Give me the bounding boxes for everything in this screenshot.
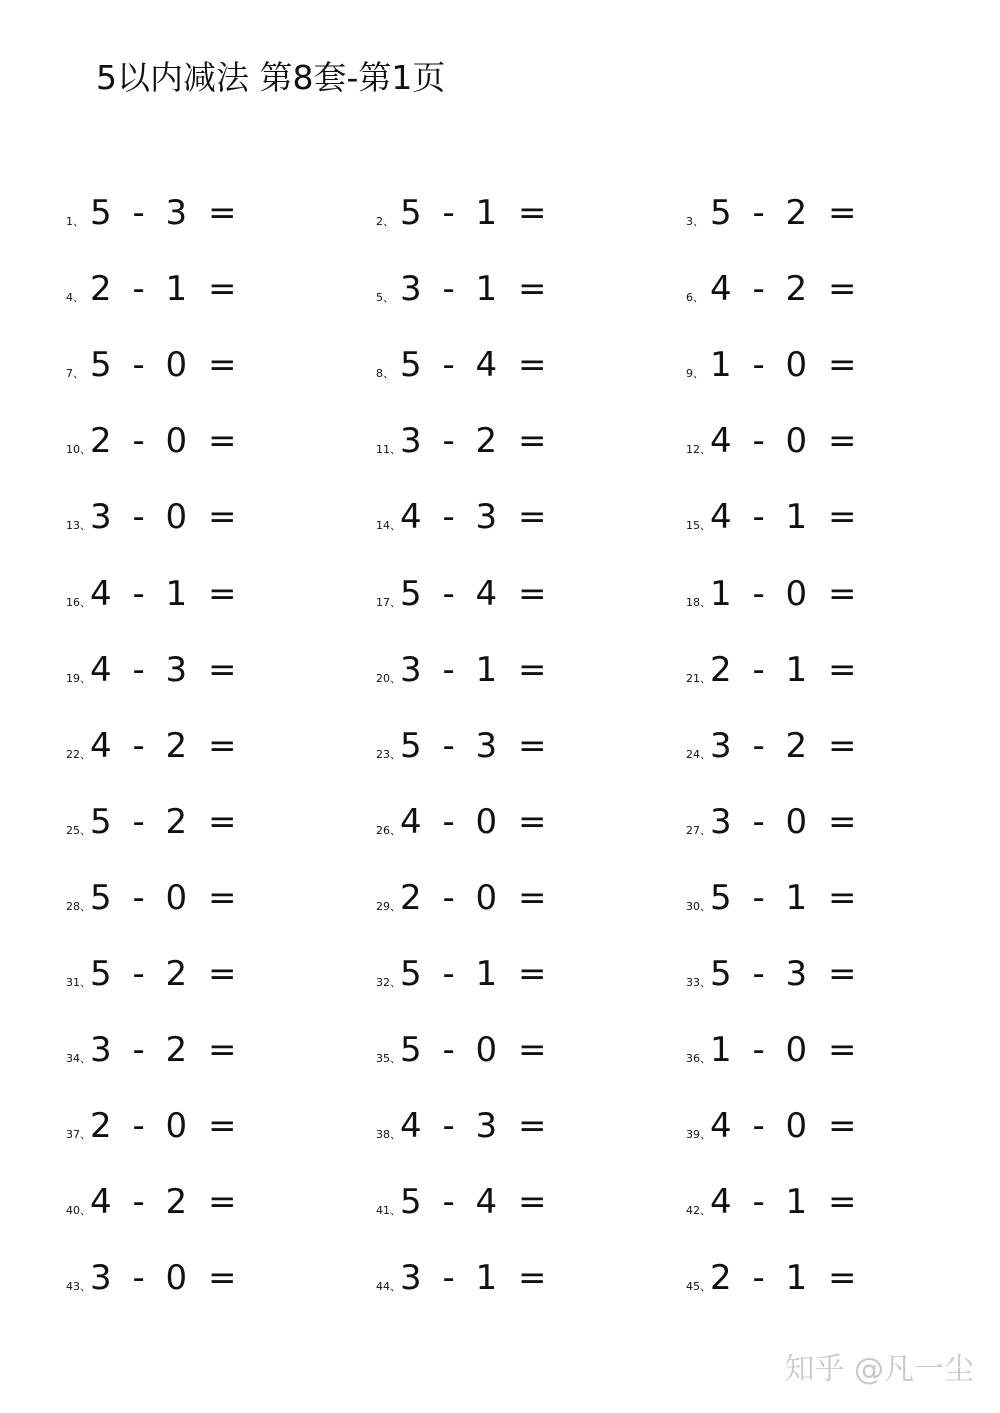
problem-number: 29、	[376, 899, 401, 913]
problem-expression: 2 - 0 =	[90, 1106, 239, 1147]
problem-number: 43、	[66, 1280, 91, 1294]
problem-expression: 4 - 3 =	[400, 1106, 549, 1147]
problem-expression: 2 - 0 =	[90, 421, 239, 462]
problem-expression: 2 - 1 =	[710, 649, 859, 690]
problem-number: 10、	[66, 443, 91, 457]
problem-expression: 1 - 0 =	[710, 1030, 859, 1071]
problem-expression: 5 - 4 =	[400, 1182, 549, 1223]
problem-expression: 5 - 2 =	[90, 954, 239, 994]
problem-number: 14、	[376, 519, 401, 533]
problem-expression: 5 - 3 =	[400, 725, 549, 766]
problem-number: 39、	[686, 1128, 711, 1142]
problem-number: 30、	[686, 899, 711, 913]
problem-expression: 5 - 0 =	[400, 1030, 549, 1071]
problem-number: 24、	[686, 747, 711, 761]
problem-number: 41、	[376, 1204, 401, 1218]
problem-expression: 3 - 0 =	[710, 801, 859, 842]
problem-number: 19、	[66, 671, 91, 685]
problem-number: 32、	[376, 976, 401, 989]
problem-expression: 4 - 1 =	[90, 573, 239, 614]
problem-number: 17、	[376, 595, 401, 609]
problem-number: 20、	[376, 671, 401, 685]
problem-number: 9、	[686, 367, 704, 381]
problem-number: 23、	[376, 747, 401, 761]
problem-expression: 4 - 2 =	[90, 1182, 239, 1223]
problem-expression: 3 - 0 =	[90, 1258, 239, 1299]
problem-expression: 5 - 0 =	[90, 877, 239, 918]
problem-expression: 4 - 2 =	[90, 725, 239, 766]
problem-expression: 4 - 1 =	[710, 1182, 859, 1223]
problem-expression: 5 - 1 =	[400, 193, 549, 233]
problem-expression: 5 - 0 =	[90, 345, 239, 386]
problem-expression: 4 - 3 =	[400, 497, 549, 538]
problem-expression: 5 - 1 =	[710, 877, 859, 918]
problem-number: 27、	[686, 823, 711, 837]
problem-expression: 5 - 2 =	[90, 801, 239, 842]
problem-expression: 4 - 0 =	[710, 1106, 859, 1147]
problem-number: 42、	[686, 1204, 711, 1218]
problem-number: 45、	[686, 1280, 711, 1294]
problem-number: 35、	[376, 1052, 401, 1066]
problem-number: 4、	[66, 291, 84, 305]
problem-number: 7、	[66, 367, 84, 381]
problem-number: 33、	[686, 976, 711, 989]
problem-expression: 3 - 1 =	[400, 649, 549, 690]
problem-expression: 3 - 0 =	[90, 497, 239, 538]
problem-expression: 2 - 1 =	[710, 1258, 859, 1299]
problem-expression: 5 - 2 =	[710, 193, 859, 233]
problem-expression: 5 - 1 =	[400, 954, 549, 994]
problem-number: 25、	[66, 823, 91, 837]
problem-expression: 1 - 0 =	[710, 573, 859, 614]
problem-expression: 3 - 2 =	[90, 1030, 239, 1071]
problem-number: 28、	[66, 899, 91, 913]
problem-number: 11、	[376, 443, 401, 457]
problem-number: 1、	[66, 215, 84, 228]
problem-number: 18、	[686, 595, 711, 609]
problem-expression: 4 - 1 =	[710, 497, 859, 538]
problem-expression: 5 - 4 =	[400, 573, 549, 614]
problem-number: 16、	[66, 595, 91, 609]
problem-expression: 4 - 3 =	[90, 649, 239, 690]
problem-expression: 3 - 1 =	[400, 269, 549, 310]
problem-expression: 4 - 0 =	[710, 421, 859, 462]
problem-number: 34、	[66, 1052, 91, 1066]
problem-number: 15、	[686, 519, 711, 533]
problem-expression: 5 - 4 =	[400, 345, 549, 386]
worksheet-title: 5以内减法 第8套-第1页	[96, 58, 446, 97]
problem-expression: 3 - 2 =	[710, 725, 859, 766]
problem-number: 38、	[376, 1128, 401, 1142]
problem-number: 12、	[686, 443, 711, 457]
problem-number: 5、	[376, 291, 394, 305]
problem-expression: 3 - 2 =	[400, 421, 549, 462]
problem-number: 44、	[376, 1280, 401, 1294]
problem-expression: 4 - 0 =	[400, 801, 549, 842]
problem-number: 36、	[686, 1052, 711, 1066]
problem-number: 40、	[66, 1204, 91, 1218]
problem-number: 26、	[376, 823, 401, 837]
problem-expression: 5 - 3 =	[90, 193, 239, 233]
problem-number: 2、	[376, 215, 394, 228]
problem-number: 6、	[686, 291, 704, 305]
problem-number: 31、	[66, 976, 91, 989]
problem-number: 22、	[66, 747, 91, 761]
problem-number: 3、	[686, 215, 704, 228]
problem-expression: 5 - 3 =	[710, 954, 859, 994]
problem-number: 21、	[686, 671, 711, 685]
problem-number: 13、	[66, 519, 91, 533]
problem-expression: 4 - 2 =	[710, 269, 859, 310]
problem-expression: 3 - 1 =	[400, 1258, 549, 1299]
problem-expression: 2 - 0 =	[400, 877, 549, 918]
problem-number: 8、	[376, 367, 394, 381]
problem-expression: 2 - 1 =	[90, 269, 239, 310]
problem-expression: 1 - 0 =	[710, 345, 859, 386]
watermark: 知乎 @凡一尘	[784, 1352, 974, 1387]
problem-number: 37、	[66, 1128, 91, 1142]
